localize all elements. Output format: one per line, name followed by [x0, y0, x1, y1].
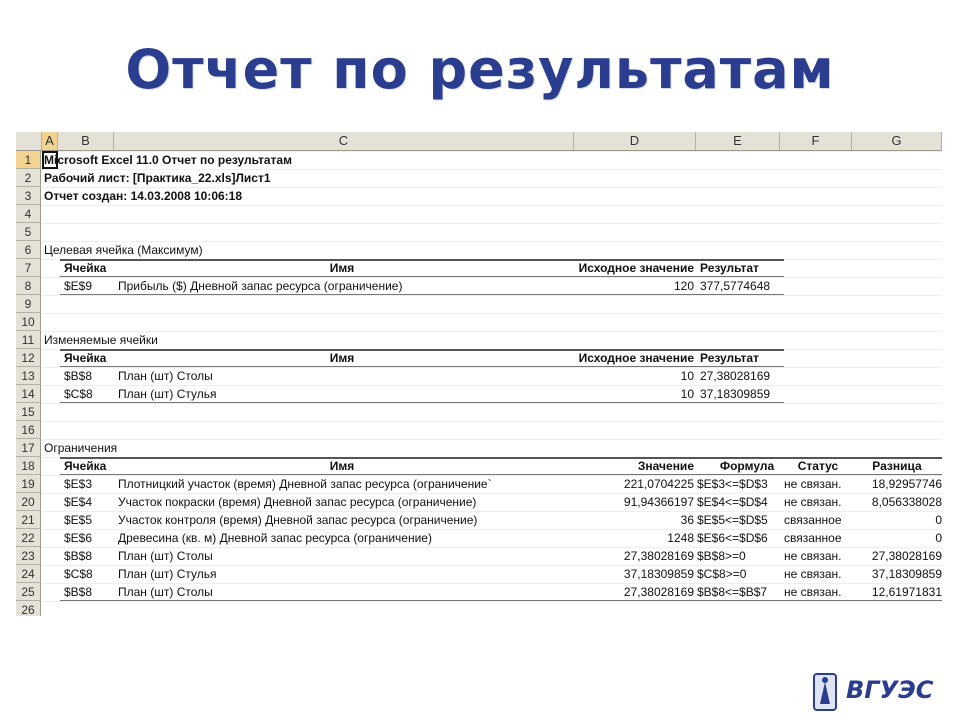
constraints-row-cell[interactable]: $E$3 [64, 477, 93, 491]
column-header-f[interactable]: F [780, 132, 852, 150]
column-header-c[interactable]: C [114, 132, 574, 150]
row-header-15[interactable]: 15 [16, 403, 41, 421]
row-header-7[interactable]: 7 [16, 259, 41, 277]
row-header-18[interactable]: 18 [16, 457, 41, 475]
row-header-2[interactable]: 2 [16, 169, 41, 187]
target-header-name[interactable]: Имя [329, 261, 355, 275]
constraints-row-slack[interactable]: 8,056338028 [871, 495, 942, 509]
constraints-header-cell[interactable]: Ячейка [64, 459, 107, 473]
slide-title: Отчет по результатам [125, 38, 835, 101]
row-header-20[interactable]: 20 [16, 493, 41, 511]
row-header-10[interactable]: 10 [16, 313, 41, 331]
constraints-row-cell[interactable]: $B$8 [64, 549, 93, 563]
constraints-row-value[interactable]: 37,18309859 [623, 567, 694, 581]
variables-row-name[interactable]: План (шт) Стулья [118, 387, 217, 401]
row-header-8[interactable]: 8 [16, 277, 41, 295]
row-header-22[interactable]: 22 [16, 529, 41, 547]
constraints-row-formula[interactable]: $E$6<=$D$6 [697, 531, 768, 545]
constraints-row-formula[interactable]: $E$5<=$D$5 [697, 513, 768, 527]
constraints-row-formula[interactable]: $C$8>=0 [697, 567, 747, 581]
target-header-initial[interactable]: Исходное значение [578, 261, 694, 275]
constraints-header-slack[interactable]: Разница [872, 459, 922, 473]
row-header-13[interactable]: 13 [16, 367, 41, 385]
constraints-row-name[interactable]: Древесина (кв. м) Дневной запас ресурса (ограничение) [118, 531, 432, 545]
column-header-a[interactable]: A [42, 132, 58, 150]
table-border [60, 294, 784, 295]
constraints-row-name[interactable]: План (шт) Столы [118, 549, 213, 563]
report-worksheet[interactable]: Рабочий лист: [Практика_22.xls]Лист1 [44, 171, 271, 185]
row-header-6[interactable]: 6 [16, 241, 41, 259]
constraints-row-formula[interactable]: $E$3<=$D$3 [697, 477, 768, 491]
row-header-14[interactable]: 14 [16, 385, 41, 403]
constraints-row-cell[interactable]: $E$4 [64, 495, 93, 509]
constraints-row-slack[interactable]: 18,92957746 [871, 477, 942, 491]
row-header-4[interactable]: 4 [16, 205, 41, 223]
variables-header-cell[interactable]: Ячейка [64, 351, 107, 365]
cell-grid[interactable] [42, 151, 942, 616]
target-row-name[interactable]: Прибыль ($) Дневной запас ресурса (ограничение) [118, 279, 403, 293]
constraints-section-label[interactable]: Ограничения [44, 441, 118, 455]
row-header-1[interactable]: 1 [16, 151, 41, 169]
row-header-16[interactable]: 16 [16, 421, 41, 439]
row-header-3[interactable]: 3 [16, 187, 41, 205]
constraints-row-status[interactable]: связанное [784, 513, 842, 527]
constraints-header-name[interactable]: Имя [329, 459, 355, 473]
constraints-row-slack[interactable]: 27,38028169 [871, 549, 942, 563]
column-header-b[interactable]: B [58, 132, 114, 150]
constraints-row-name[interactable]: План (шт) Стулья [118, 567, 217, 581]
row-header-26[interactable]: 26 [16, 601, 41, 616]
variables-row-result[interactable]: 27,38028169 [700, 369, 771, 383]
row-header-12[interactable]: 12 [16, 349, 41, 367]
row-header-25[interactable]: 25 [16, 583, 41, 601]
column-header-g[interactable]: G [852, 132, 942, 150]
constraints-row-value[interactable]: 91,94366197 [623, 495, 694, 509]
logo-text: ВГУЭС [846, 676, 934, 704]
variables-row-cell[interactable]: $B$8 [64, 369, 93, 383]
constraints-row-slack[interactable]: 37,18309859 [871, 567, 942, 581]
target-row-cell[interactable]: $E$9 [64, 279, 93, 293]
constraints-row-value[interactable]: 36 [680, 513, 694, 527]
constraints-header-value[interactable]: Значение [637, 459, 694, 473]
variables-section-label[interactable]: Изменяемые ячейки [44, 333, 158, 347]
constraints-row-cell[interactable]: $B$8 [64, 585, 93, 599]
constraints-row-slack[interactable]: 12,61971831 [871, 585, 942, 599]
spreadsheet [16, 132, 942, 616]
constraints-row-status[interactable]: не связан. [784, 567, 842, 581]
variables-header-result[interactable]: Результат [700, 351, 759, 365]
table-border [60, 600, 942, 601]
target-section-label[interactable]: Целевая ячейка (Максимум) [44, 243, 203, 257]
constraints-row-cell[interactable]: $C$8 [64, 567, 93, 581]
constraints-row-name[interactable]: Участок контроля (время) Дневной запас ресурса (ограничение) [118, 513, 478, 527]
constraints-row-value[interactable]: 1248 [667, 531, 694, 545]
row-header-24[interactable]: 24 [16, 565, 41, 583]
report-created[interactable]: Отчет создан: 14.03.2008 10:06:18 [44, 189, 243, 203]
constraints-row-formula[interactable]: $B$8>=0 [697, 549, 746, 563]
constraints-row-status[interactable]: не связан. [784, 495, 842, 509]
constraints-row-value[interactable]: 27,38028169 [623, 585, 694, 599]
row-header-21[interactable]: 21 [16, 511, 41, 529]
table-border [60, 402, 784, 403]
constraints-row-cell[interactable]: $E$6 [64, 531, 93, 545]
constraints-row-slack[interactable]: 0 [935, 513, 942, 527]
constraints-row-cell[interactable]: $E$5 [64, 513, 93, 527]
target-row-initial[interactable]: 120 [673, 279, 694, 293]
constraints-row-value[interactable]: 27,38028169 [623, 549, 694, 563]
constraints-header-formula[interactable]: Формула [719, 459, 775, 473]
target-header-result[interactable]: Результат [700, 261, 759, 275]
row-header-5[interactable]: 5 [16, 223, 41, 241]
variables-row-initial[interactable]: 10 [680, 387, 694, 401]
constraints-row-name[interactable]: План (шт) Столы [118, 585, 213, 599]
constraints-row-slack[interactable]: 0 [935, 531, 942, 545]
select-all-corner[interactable] [16, 132, 42, 150]
column-header-d[interactable]: D [574, 132, 696, 150]
constraints-header-status[interactable]: Статус [797, 459, 839, 473]
constraints-row-name[interactable]: Участок покраски (время) Дневной запас ресурса (ограничение) [118, 495, 477, 509]
row-header-19[interactable]: 19 [16, 475, 41, 493]
variables-header-name[interactable]: Имя [329, 351, 355, 365]
target-row-result[interactable]: 377,5774648 [700, 279, 771, 293]
variables-row-result[interactable]: 37,18309859 [700, 387, 771, 401]
constraints-row-formula[interactable]: $B$8<=$B$7 [697, 585, 768, 599]
variables-row-initial[interactable]: 10 [680, 369, 694, 383]
constraints-row-value[interactable]: 221,0704225 [623, 477, 694, 491]
row-header-23[interactable]: 23 [16, 547, 41, 565]
column-header-e[interactable]: E [696, 132, 780, 150]
variables-header-initial[interactable]: Исходное значение [578, 351, 694, 365]
row-header-11[interactable]: 11 [16, 331, 41, 349]
variables-row-name[interactable]: План (шт) Столы [118, 369, 213, 383]
constraints-row-status[interactable]: связанное [784, 531, 842, 545]
constraints-row-status[interactable]: не связан. [784, 585, 842, 599]
constraints-row-formula[interactable]: $E$4<=$D$4 [697, 495, 768, 509]
variables-row-cell[interactable]: $C$8 [64, 387, 93, 401]
report-title[interactable]: Microsoft Excel 11.0 Отчет по результатам [44, 153, 292, 167]
target-header-cell[interactable]: Ячейка [64, 261, 107, 275]
constraints-row-status[interactable]: не связан. [784, 549, 842, 563]
column-header-row [16, 132, 942, 151]
row-header-9[interactable]: 9 [16, 295, 41, 313]
constraints-row-name[interactable]: Плотницкий участок (время) Дневной запас ресурса (ограничение` [118, 477, 492, 491]
constraints-row-status[interactable]: не связан. [784, 477, 842, 491]
row-header-17[interactable]: 17 [16, 439, 41, 457]
